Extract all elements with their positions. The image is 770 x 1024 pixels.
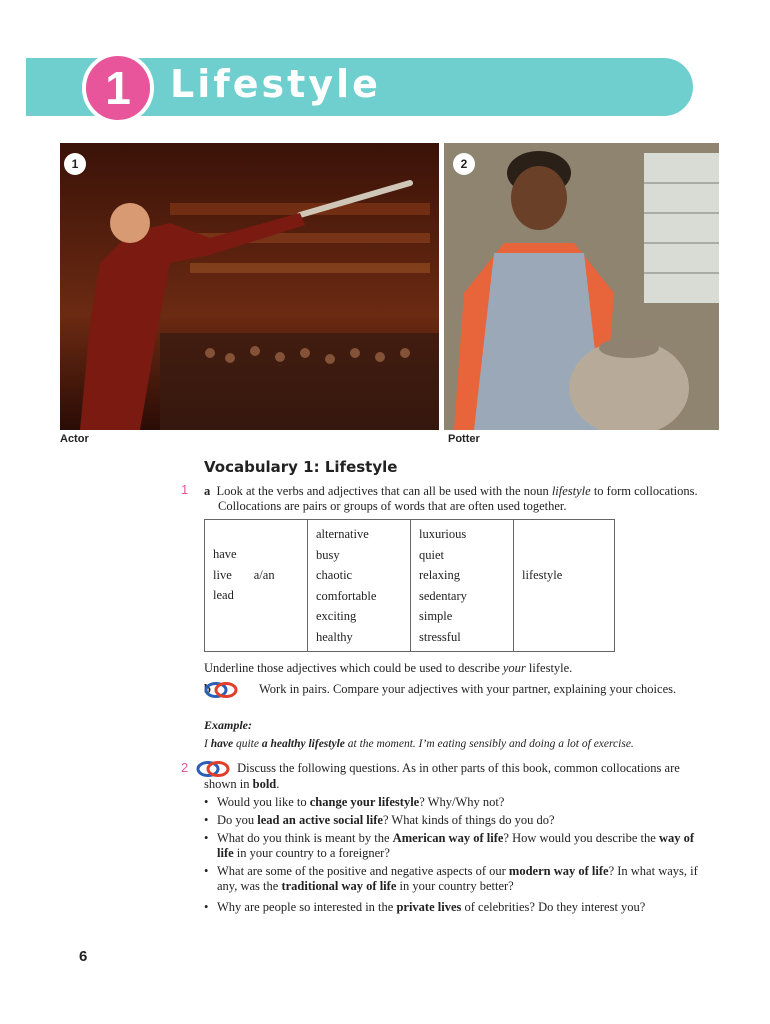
actor-photo-illustration bbox=[60, 143, 439, 430]
noun-cell bbox=[514, 520, 615, 652]
verb: have bbox=[213, 547, 237, 561]
unit-number-badge: 1 bbox=[82, 52, 154, 124]
exercise-1b-instructions bbox=[204, 682, 708, 698]
exercise-2-instructions: Discuss the following questions. As in other parts of this book, common collocations are shown in bold. bbox=[204, 761, 694, 792]
exercise-1a-instructions bbox=[204, 484, 708, 514]
adjective: alternative bbox=[316, 527, 369, 541]
adjective: relaxing bbox=[419, 568, 460, 582]
potter-photo bbox=[444, 143, 719, 430]
photo-caption-actor: Actor bbox=[60, 433, 89, 445]
example-sentence: I have quite a healthy lifestyle at the moment. I’m eating sensibly and doing a lot of exercise. bbox=[204, 738, 634, 750]
question-item: • Do you lead an active social life? What kinds of things do you do? bbox=[204, 813, 704, 828]
exercise-1a-text-cont: to form collocations. Collocations are pairs or groups of words that are often used together. bbox=[218, 484, 698, 513]
pair-work-icon bbox=[196, 761, 230, 777]
page-number: 6 bbox=[79, 948, 88, 965]
photo-number: 1 bbox=[64, 153, 86, 175]
exercise-1a-italic: lifestyle bbox=[551, 484, 591, 498]
photo-number: 2 bbox=[453, 153, 475, 175]
photo-caption-potter: Potter bbox=[448, 433, 480, 445]
verb: lead bbox=[213, 588, 234, 602]
discussion-questions bbox=[204, 795, 704, 918]
section-title: Vocabulary 1: Lifestyle bbox=[204, 458, 398, 476]
question-item: • What do you think is meant by the American way of life? How would you describe the way of life in your country to a foreigner? bbox=[204, 831, 704, 861]
question-item: • Why are people so interested in the private lives of celebrities? Do they interest you? bbox=[204, 900, 704, 915]
actor-photo bbox=[60, 143, 439, 430]
adjective: busy bbox=[316, 547, 340, 562]
adjective: comfortable bbox=[316, 588, 377, 603]
verb: live a/an bbox=[213, 567, 275, 582]
collocation-table bbox=[204, 519, 615, 652]
exercise-1b-label: b bbox=[204, 682, 211, 696]
unit-title: Lifestyle bbox=[170, 62, 381, 106]
exercise-1a-text: Look at the verbs and adjectives that can all be used with the noun bbox=[216, 484, 552, 498]
exercise-1-number: 1 bbox=[181, 482, 189, 497]
noun: lifestyle bbox=[522, 568, 563, 582]
adjective: healthy bbox=[316, 629, 353, 644]
question-item: • Would you like to change your lifestyle? Why/Why not? bbox=[204, 795, 704, 810]
adjective: luxurious bbox=[419, 527, 467, 541]
adjective: sedentary bbox=[419, 588, 467, 603]
adjective: simple bbox=[419, 609, 453, 623]
verbs-cell bbox=[205, 520, 308, 652]
potter-photo-illustration bbox=[444, 143, 719, 430]
adjectives-cell-1 bbox=[308, 520, 411, 652]
exercise-2-number: 2 bbox=[181, 760, 189, 775]
adjective: chaotic bbox=[316, 568, 353, 582]
question-item: • What are some of the positive and negative aspects of our modern way of life? In what ways, if any, was the traditional way of life in your country better? bbox=[204, 864, 704, 894]
adjective: exciting bbox=[316, 609, 357, 623]
pair-work-icon bbox=[218, 682, 252, 698]
adjective: quiet bbox=[419, 547, 444, 562]
underline-instruction: Underline those adjectives which could be used to describe your lifestyle. bbox=[204, 661, 573, 675]
adjective: stressful bbox=[419, 629, 461, 644]
adjectives-cell-2 bbox=[411, 520, 514, 652]
example-label: Example: bbox=[204, 718, 252, 732]
exercise-1a-label: a bbox=[204, 484, 211, 498]
article: a/an bbox=[253, 567, 275, 582]
exercise-1b-text: Work in pairs. Compare your adjectives with your partner, explaining your choices. bbox=[258, 682, 677, 696]
